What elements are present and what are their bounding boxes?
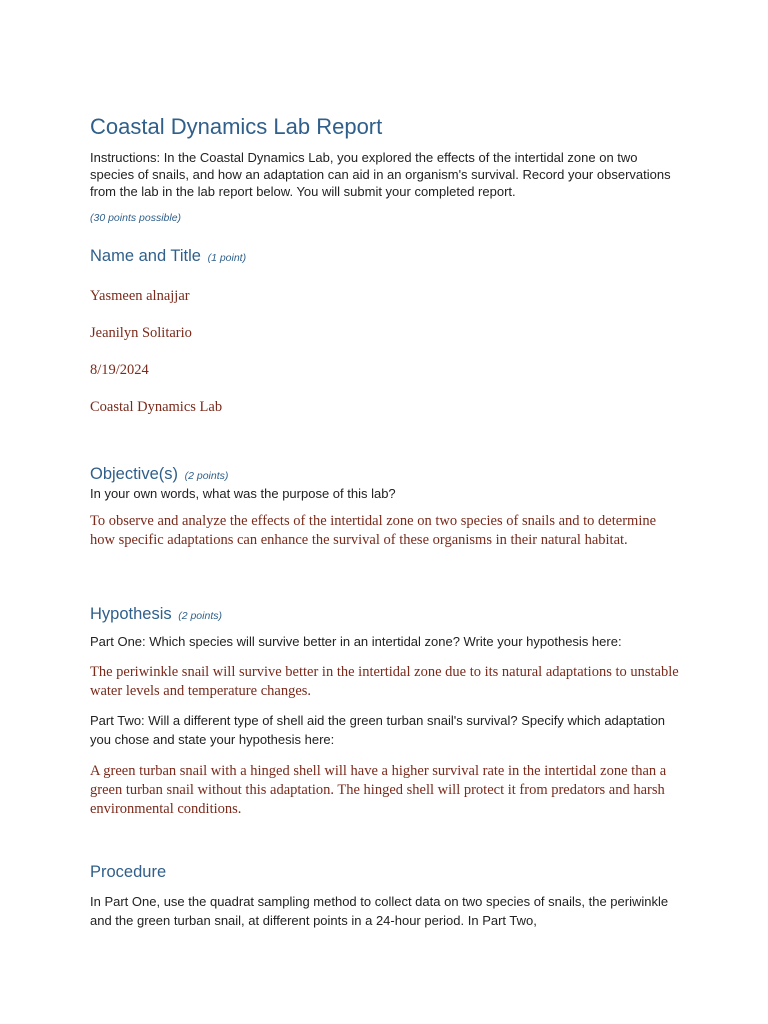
- teacher-name: Jeanilyn Solitario: [90, 325, 192, 341]
- report-date: 8/19/2024: [90, 362, 149, 378]
- hypothesis-part-two-answer: A green turban snail with a hinged shell will have a higher survival rate in the intertidal zone than a green turban snail without this adaptation. The hinged shell will protect it from predators and harsh environmental conditions.: [90, 763, 667, 817]
- lab-title: Coastal Dynamics Lab: [90, 399, 223, 415]
- hypothesis-part-two-prompt: Part Two: Will a different type of shell aid the green turban snail's survival? Specify which adaptation you chose and state your hypothesis here:: [90, 713, 666, 747]
- instructions-text: Instructions: In the Coastal Dynamics Lab, you explored the effects of the intertidal zone on two species of snails, and how an adaptation can aid in an organism's survival. Record your observations from the lab in the lab report below. You will submit your completed report.: [90, 150, 671, 199]
- page-title: Coastal Dynamics Lab Report: [90, 114, 383, 139]
- hypothesis-part-one-prompt: Part One: Which species will survive better in an intertidal zone? Write your hypothesis here:: [90, 634, 622, 649]
- objective-heading-text: Objective(s): [90, 465, 179, 483]
- hypothesis-heading-text: Hypothesis: [90, 605, 172, 623]
- name-title-points: (1 point): [207, 252, 247, 264]
- hypothesis-part-one-answer: The periwinkle snail will survive better in the intertidal zone due to its natural adaptations to unstable water levels and temperature changes.: [90, 664, 679, 699]
- name-title-heading: [90, 245, 680, 269]
- procedure-heading: Procedure: [90, 863, 167, 881]
- hypothesis-points: (2 points): [178, 610, 222, 622]
- hypothesis-heading: [90, 603, 680, 627]
- procedure-text: In Part One, use the quadrat sampling method to collect data on two species of snails, the periwinkle and the green turban snail, at different points in a 24-hour period. In Part Two,: [90, 894, 669, 928]
- points-possible: (30 points possible): [90, 212, 182, 224]
- name-title-heading-text: Name and Title: [90, 247, 201, 265]
- objective-prompt: In your own words, what was the purpose of this lab?: [90, 486, 396, 501]
- objective-answer: To observe and analyze the effects of the intertidal zone on two species of snails and to determine how specific adaptations can enhance the survival of these organisms in their natural habitat.: [90, 513, 657, 548]
- objective-points: (2 points): [184, 470, 229, 482]
- student-name: Yasmeen alnajjar: [90, 288, 190, 304]
